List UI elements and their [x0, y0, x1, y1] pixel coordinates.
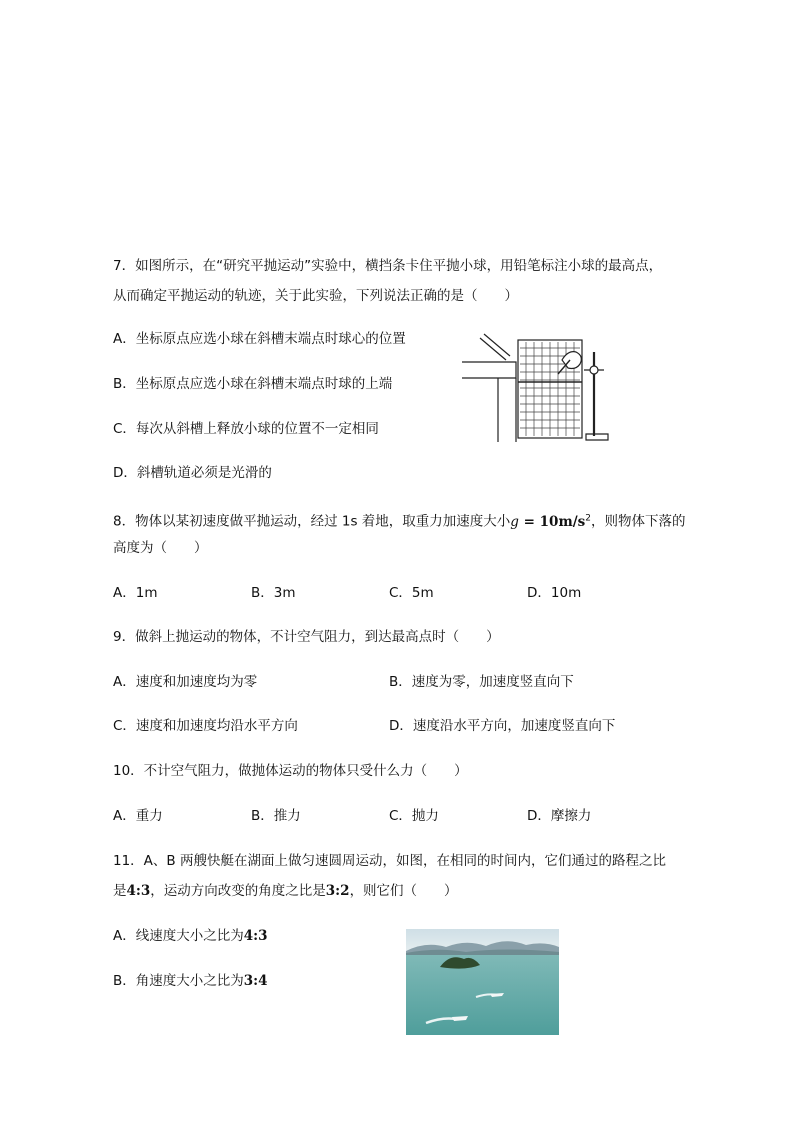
q8-option-d: D．10m	[527, 585, 582, 601]
q7-option-c: C．每次从斜槽上释放小球的位置不一定相同	[113, 421, 379, 437]
q10-option-b: B．推力	[251, 808, 301, 824]
q10-option-a: A．重力	[113, 808, 163, 824]
q11-option-b-ratio: 3:4	[243, 973, 268, 989]
q8-option-b: B．3m	[251, 585, 296, 601]
q11-option-b	[113, 971, 268, 991]
q11-stem-text-b: ，运动方向改变的角度之比是	[150, 883, 326, 899]
q7-option-d: D．斜槽轨道必须是光滑的	[113, 465, 272, 481]
q10-option-d: D．摩擦力	[527, 808, 592, 824]
q7-option-a: A．坐标原点应选小球在斜槽末端点时球心的位置	[113, 331, 406, 347]
q11-stem-text-a: 是	[113, 883, 127, 899]
q8-gravity-formula	[510, 514, 591, 530]
q8-stem-line1	[113, 508, 686, 532]
q9-stem: 9．做斜上抛运动的物体，不计空气阻力，到达最高点时（ ）	[113, 629, 500, 645]
q7-stem-line2: 从而确定平抛运动的轨迹，关于此实验，下列说法正确的是（ ）	[113, 288, 518, 304]
q7-stem-line1: 7．如图所示，在“研究平抛运动”实验中，横挡条卡住平抛小球，用铅笔标注小球的最高点，	[113, 258, 663, 274]
q10-option-c: C．抛力	[389, 808, 439, 824]
q8-stem-text-2: ，则物体下落的	[591, 513, 686, 530]
q8-formula-exponent: 2	[585, 513, 592, 523]
q11-angle-ratio: 3:2	[325, 883, 350, 899]
q8-option-a: A．1m	[113, 585, 158, 601]
q11-option-a-ratio: 4:3	[243, 928, 268, 944]
q11-stem-line1: 11．A、B 两艘快艇在湖面上做匀速圆周运动，如图，在相同的时间内，它们通过的路程之比	[113, 853, 666, 869]
q10-stem: 10．不计空气阻力，做抛体运动的物体只受什么力（ ）	[113, 763, 468, 779]
q11-stem-text-c: ，则它们（ ）	[349, 883, 458, 899]
q8-formula-value: = 10m/s	[518, 513, 586, 530]
projectile-apparatus-figure	[458, 330, 618, 442]
q8-stem-text-1: 8．物体以某初速度做平抛运动，经过 1s 着地，取重力加速度大小	[113, 513, 511, 530]
q7-option-b: B．坐标原点应选小球在斜槽末端点时球的上端	[113, 376, 393, 392]
q11-option-a	[113, 926, 268, 946]
q9-option-a: A．速度和加速度均为零	[113, 674, 258, 690]
q9-option-c: C．速度和加速度均沿水平方向	[113, 718, 298, 734]
q11-option-b-text: B．角速度大小之比为	[113, 973, 244, 989]
q11-stem-line2	[113, 881, 458, 901]
q9-option-b: B．速度为零，加速度竖直向下	[389, 674, 574, 690]
q9-option-d: D．速度沿水平方向，加速度竖直向下	[389, 718, 616, 734]
q8-formula-g: g	[510, 513, 519, 530]
q8-option-c: C．5m	[389, 585, 434, 601]
q8-stem-line2: 高度为（ ）	[113, 540, 208, 556]
q11-option-a-text: A．线速度大小之比为	[113, 928, 244, 944]
speedboats-lake-photo	[406, 929, 559, 1035]
q11-distance-ratio: 4:3	[126, 883, 151, 899]
